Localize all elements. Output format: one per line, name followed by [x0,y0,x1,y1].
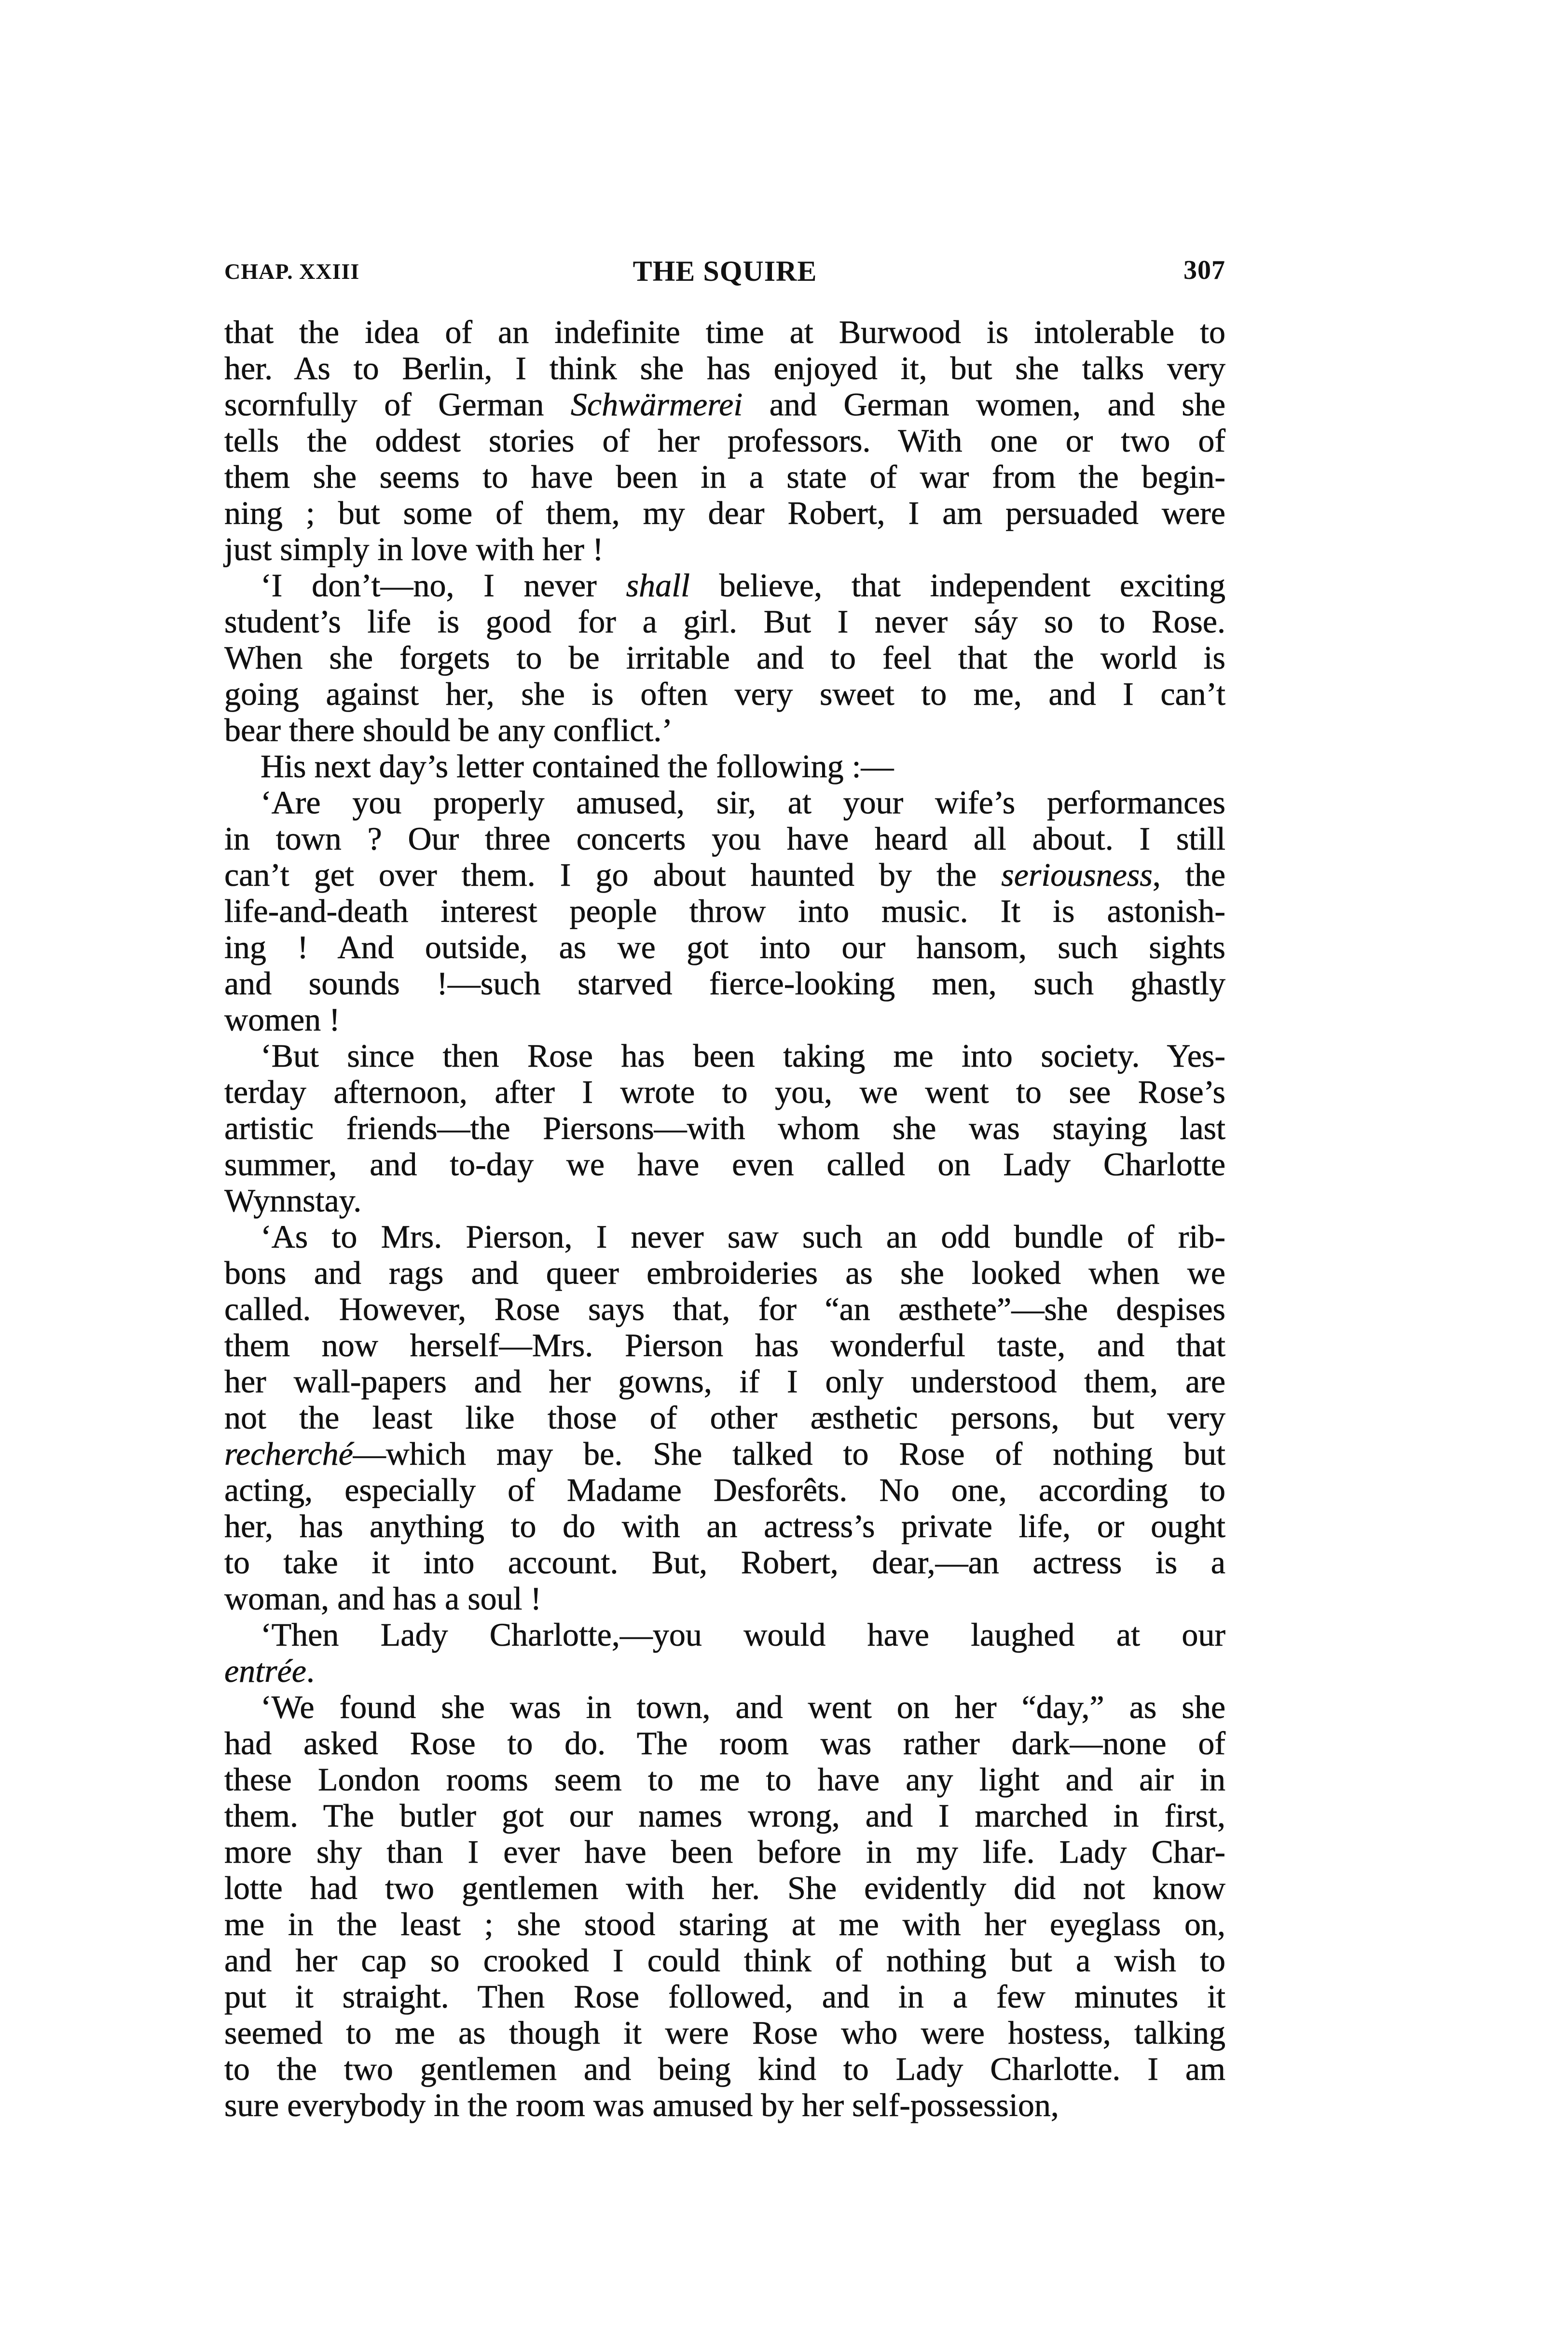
text-segment: me in the least ; she stood staring at me with her eyeglass on, [224,1906,1225,1942]
chapter-label: CHAP. XXIII [224,259,360,284]
text-segment: student’s life is good for a girl. But I never sáy so to Rose. [224,603,1225,640]
text-line [224,1617,1225,1653]
text-line [224,929,1225,965]
italic-text: shall [626,567,690,604]
text-line [224,1074,1225,1110]
text-segment: not the least like those of other æsthetic persons, but very [224,1399,1225,1436]
text-line [224,784,1225,821]
text-line [224,1581,1225,1617]
text-line [224,1979,1225,2015]
text-segment: women ! [224,1001,340,1038]
text-segment: more shy than I ever have been before in my life. Lady Char- [224,1833,1225,1870]
text-line [224,712,1225,748]
text-line [224,604,1225,640]
text-line [224,1183,1225,1219]
text-line [224,1508,1225,1544]
paragraph [224,784,1225,1038]
text-segment: ‘As to Mrs. Pierson, I never saw such an odd bundle of rib- [261,1218,1225,1255]
text-segment: ning ; but some of them, my dear Robert, I am persuaded were [224,495,1225,531]
text-segment: scornfully of German [224,386,571,423]
text-segment: to the two gentlemen and being kind to Lady Charlotte. I am [224,2050,1225,2087]
text-line [224,423,1225,459]
text-segment: His next day’s letter contained the following :— [261,748,894,784]
text-segment: them now herself—Mrs. Pierson has wonderful taste, and that [224,1327,1225,1363]
text-line [224,1038,1225,1074]
text-segment: these London rooms seem to me to have any light and air in [224,1761,1225,1798]
text-line [224,1400,1225,1436]
text-line [224,676,1225,712]
text-line [224,1834,1225,1870]
text-line [224,1544,1225,1581]
text-line [224,1110,1225,1146]
text-segment: had asked Rose to do. The room was rather dark—none of [224,1725,1225,1761]
paragraph [224,567,1225,748]
text-segment: that the idea of an indefinite time at Burwood is intolerable to [224,314,1225,350]
text-segment: believe, that independent exciting [689,567,1226,604]
text-segment: acting, especially of Madame Desforêts. No one, according to [224,1472,1225,1508]
text-line [224,1725,1225,1761]
text-line [224,965,1225,1002]
text-segment: Wynnstay. [224,1182,362,1219]
text-line [224,2015,1225,2051]
text-line [224,2051,1225,2087]
text-line [224,2087,1225,2123]
text-line [224,1002,1225,1038]
text-segment: ‘We found she was in town, and went on her “day,” as she [261,1689,1225,1725]
text-segment: . [306,1652,315,1689]
text-segment: life-and-death interest people throw into music. It is astonish- [224,893,1225,929]
text-line [224,567,1225,604]
text-line [224,640,1225,676]
paragraph [224,314,1225,567]
text-segment: in town ? Our three concerts you have heard all about. I still [224,820,1225,857]
italic-text: seriousness [1001,856,1153,893]
italic-text: recherché [224,1435,353,1472]
text-segment: put it straight. Then Rose followed, and in a few minutes it [224,1978,1225,2015]
text-line [224,531,1225,567]
text-line [224,1436,1225,1472]
italic-text: Schwärmerei [570,386,743,423]
text-segment: them. The butler got our names wrong, and I marched in first, [224,1797,1225,1834]
text-segment: , the [1152,856,1226,893]
text-line [224,857,1225,893]
text-line [224,1291,1225,1327]
text-line [224,1255,1225,1291]
text-segment: going against her, she is often very sweet to me, and I can’t [224,675,1225,712]
text-segment: and sounds !—such starved fierce-looking men, such ghastly [224,965,1225,1002]
text-line [224,1906,1225,1942]
text-segment: terday afternoon, after I wrote to you, we went to see Rose’s [224,1073,1225,1110]
text-segment: ‘But since then Rose has been taking me into society. Yes- [261,1037,1225,1074]
text-segment: lotte had two gentlemen with her. She evidently did not know [224,1870,1225,1906]
page-number: 307 [1183,255,1225,285]
text-segment: them she seems to have been in a state of war from the begin- [224,458,1225,495]
paragraph [224,1689,1225,2123]
text-line [224,495,1225,531]
text-line [224,1653,1225,1689]
text-line [224,893,1225,929]
text-line [224,1146,1225,1183]
text-segment: and German women, and she [743,386,1225,423]
text-segment: her. As to Berlin, I think she has enjoyed it, but she talks very [224,350,1225,386]
paragraph [224,1617,1225,1689]
text-line [224,350,1225,386]
text-segment: her, has anything to do with an actress’s private life, or ought [224,1508,1225,1544]
text-line [224,748,1225,784]
paragraph [224,1038,1225,1219]
page-body-text [224,314,1225,2123]
text-line [224,386,1225,423]
text-segment: artistic friends—the Piersons—with whom she was staying last [224,1110,1225,1146]
italic-text: entrée [224,1652,306,1689]
text-line [224,314,1225,350]
text-segment: sure everybody in the room was amused by her self-possession, [224,2087,1059,2123]
paragraph [224,748,1225,784]
text-segment: to take it into account. But, Robert, dear,—an actress is a [224,1544,1225,1581]
text-line [224,1327,1225,1363]
text-segment: bear there should be any conflict.’ [224,712,673,748]
text-segment: ‘I don’t—no, I never [261,567,626,604]
text-segment: just simply in love with her ! [224,531,604,567]
text-segment: called. However, Rose says that, for “an æsthete”—she despises [224,1291,1225,1327]
text-segment: ‘Are you properly amused, sir, at your wife’s performances [261,784,1225,821]
text-segment: bons and rags and queer embroideries as she looked when we [224,1254,1225,1291]
text-line [224,1942,1225,1979]
text-segment: can’t get over them. I go about haunted by the [224,856,1002,893]
text-segment: summer, and to-day we have even called on Lady Charlotte [224,1146,1225,1183]
text-segment: ing ! And outside, as we got into our hansom, such sights [224,929,1225,965]
text-segment: her wall-papers and her gowns, if I only understood them, are [224,1363,1225,1400]
text-line [224,1472,1225,1508]
running-header [224,255,1225,293]
text-line [224,1761,1225,1798]
text-segment: seemed to me as though it were Rose who were hostess, talking [224,2014,1225,2051]
text-segment: tells the oddest stories of her professors. With one or two of [224,422,1225,459]
text-line [224,1870,1225,1906]
text-segment: When she forgets to be irritable and to feel that the world is [224,639,1225,676]
running-title: THE SQUIRE [633,255,817,287]
text-line [224,821,1225,857]
text-line [224,1689,1225,1725]
text-line [224,459,1225,495]
text-segment: and her cap so crooked I could think of nothing but a wish to [224,1942,1225,1979]
text-segment: woman, and has a soul ! [224,1580,542,1617]
text-line [224,1798,1225,1834]
paragraph [224,1219,1225,1617]
text-segment: ‘Then Lady Charlotte,—you would have laughed at our [261,1616,1225,1653]
text-line [224,1219,1225,1255]
text-segment: —which may be. She talked to Rose of nothing but [353,1435,1225,1472]
text-line [224,1363,1225,1400]
